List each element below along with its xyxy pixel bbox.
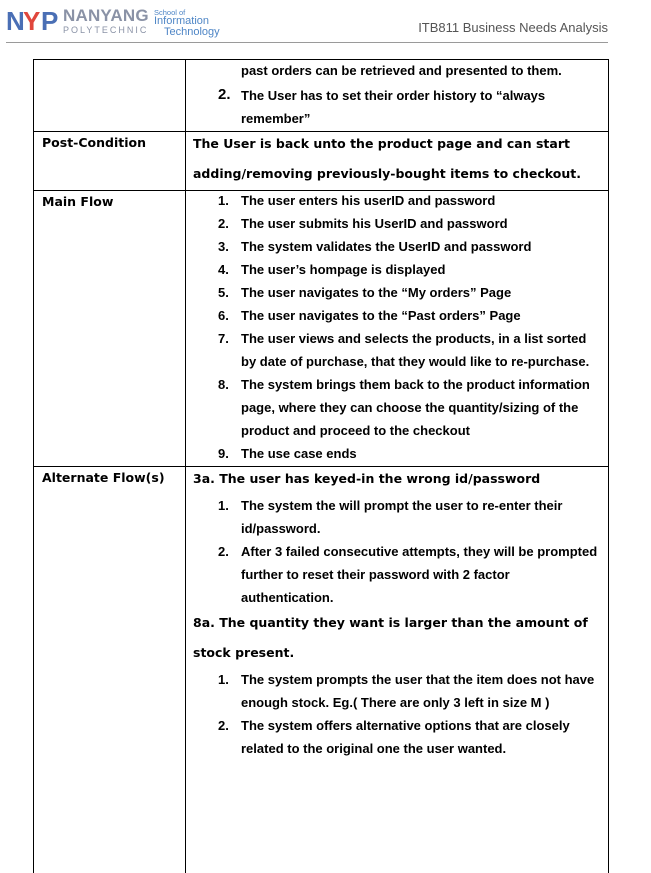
logo-subtitle: POLYTECHNIC: [63, 25, 149, 35]
school-name-line2: Technology: [164, 26, 220, 38]
list-item-number: 2.: [218, 718, 229, 733]
alternate-flow-row: [33, 466, 609, 873]
main-flow-row: [33, 190, 609, 467]
continued-label-cell: [34, 60, 186, 132]
alt-8a-heading: 8a. The quantity they want is larger than the amount of stock present.: [193, 615, 588, 660]
list-item-text: The user views and selects the products, in a list sorted by date of purchase, that they would like to re-purchase.: [241, 331, 590, 369]
list-item-text: The system validates the UserID and password: [241, 239, 532, 254]
nyp-logo-mark-icon: [6, 6, 62, 34]
list-item-number: 7.: [218, 331, 229, 346]
list-item-text: The use case ends: [241, 446, 357, 461]
list-item-number: 2.: [218, 86, 231, 103]
list-item-text: The User has to set their order history to “always remember”: [241, 88, 546, 126]
post-condition-label-cell: [34, 132, 186, 191]
list-item-number: 1.: [218, 672, 229, 687]
list-item-text: past orders can be retrieved and presented to them.: [241, 63, 562, 78]
post-condition-content-cell: [186, 132, 608, 191]
list-item-text: The user navigates to the “My orders” Page: [241, 285, 512, 300]
continued-content-cell: [186, 60, 608, 132]
continued-row: [33, 59, 609, 132]
alternate-flow-label-cell: [34, 467, 186, 873]
list-item-text: The user navigates to the “Past orders” Page: [241, 308, 521, 323]
school-label: School of: [154, 8, 186, 17]
list-item-text: The user’s hompage is displayed: [241, 262, 446, 277]
list-item-number: 2.: [218, 544, 229, 559]
list-item-text: The system offers alternative options that are closely related to the original one the user wanted.: [241, 718, 570, 756]
svg-text:P: P: [41, 6, 59, 34]
list-item-text: The user enters his userID and password: [241, 193, 496, 208]
list-item-text: The user submits his UserID and password: [241, 216, 508, 231]
list-item-text: The system the will prompt the user to re-enter their id/password.: [241, 498, 563, 536]
post-condition-row: [33, 131, 609, 191]
list-item-number: 9.: [218, 446, 229, 461]
list-item-number: 6.: [218, 308, 229, 323]
post-condition-text: The User is back unto the product page and can start adding/removing previously-bought items to checkout.: [193, 136, 581, 181]
list-item-number: 8.: [218, 377, 229, 392]
alt-3a-heading: 3a. The user has keyed-in the wrong id/password: [193, 471, 541, 486]
list-item-number: 2.: [218, 216, 229, 231]
list-item-number: 4.: [218, 262, 229, 277]
alternate-flow-content-cell: [186, 467, 608, 873]
list-item-text: After 3 failed consecutive attempts, they will be prompted further to reset their password with 2 factor authentication.: [241, 544, 598, 605]
alternate-flow-label: Alternate Flow(s): [42, 470, 165, 485]
list-item-number: 5.: [218, 285, 229, 300]
list-item-number: 1.: [218, 193, 229, 208]
logo-name: NANYANG: [63, 6, 149, 25]
svg-text:Y: Y: [23, 6, 41, 34]
header-divider: [6, 42, 608, 43]
list-item-text: The system prompts the user that the item does not have enough stock. Eg.( There are only 3 left in size M ): [241, 672, 595, 710]
list-item-text: The system brings them back to the product information page, where they can choose the quantity/sizing of the product and proceed to the checkout: [241, 377, 590, 438]
list-item-number: 1.: [218, 498, 229, 513]
school-name-line1: Information: [154, 15, 210, 27]
main-flow-label: Main Flow: [42, 194, 114, 209]
svg-text:N: N: [6, 6, 25, 34]
list-item-number: 3.: [218, 239, 229, 254]
document-title: ITB811 Business Needs Analysis: [418, 20, 608, 35]
main-flow-label-cell: [34, 191, 186, 467]
main-flow-content-cell: [186, 191, 608, 467]
post-condition-label: Post-Condition: [42, 135, 146, 150]
